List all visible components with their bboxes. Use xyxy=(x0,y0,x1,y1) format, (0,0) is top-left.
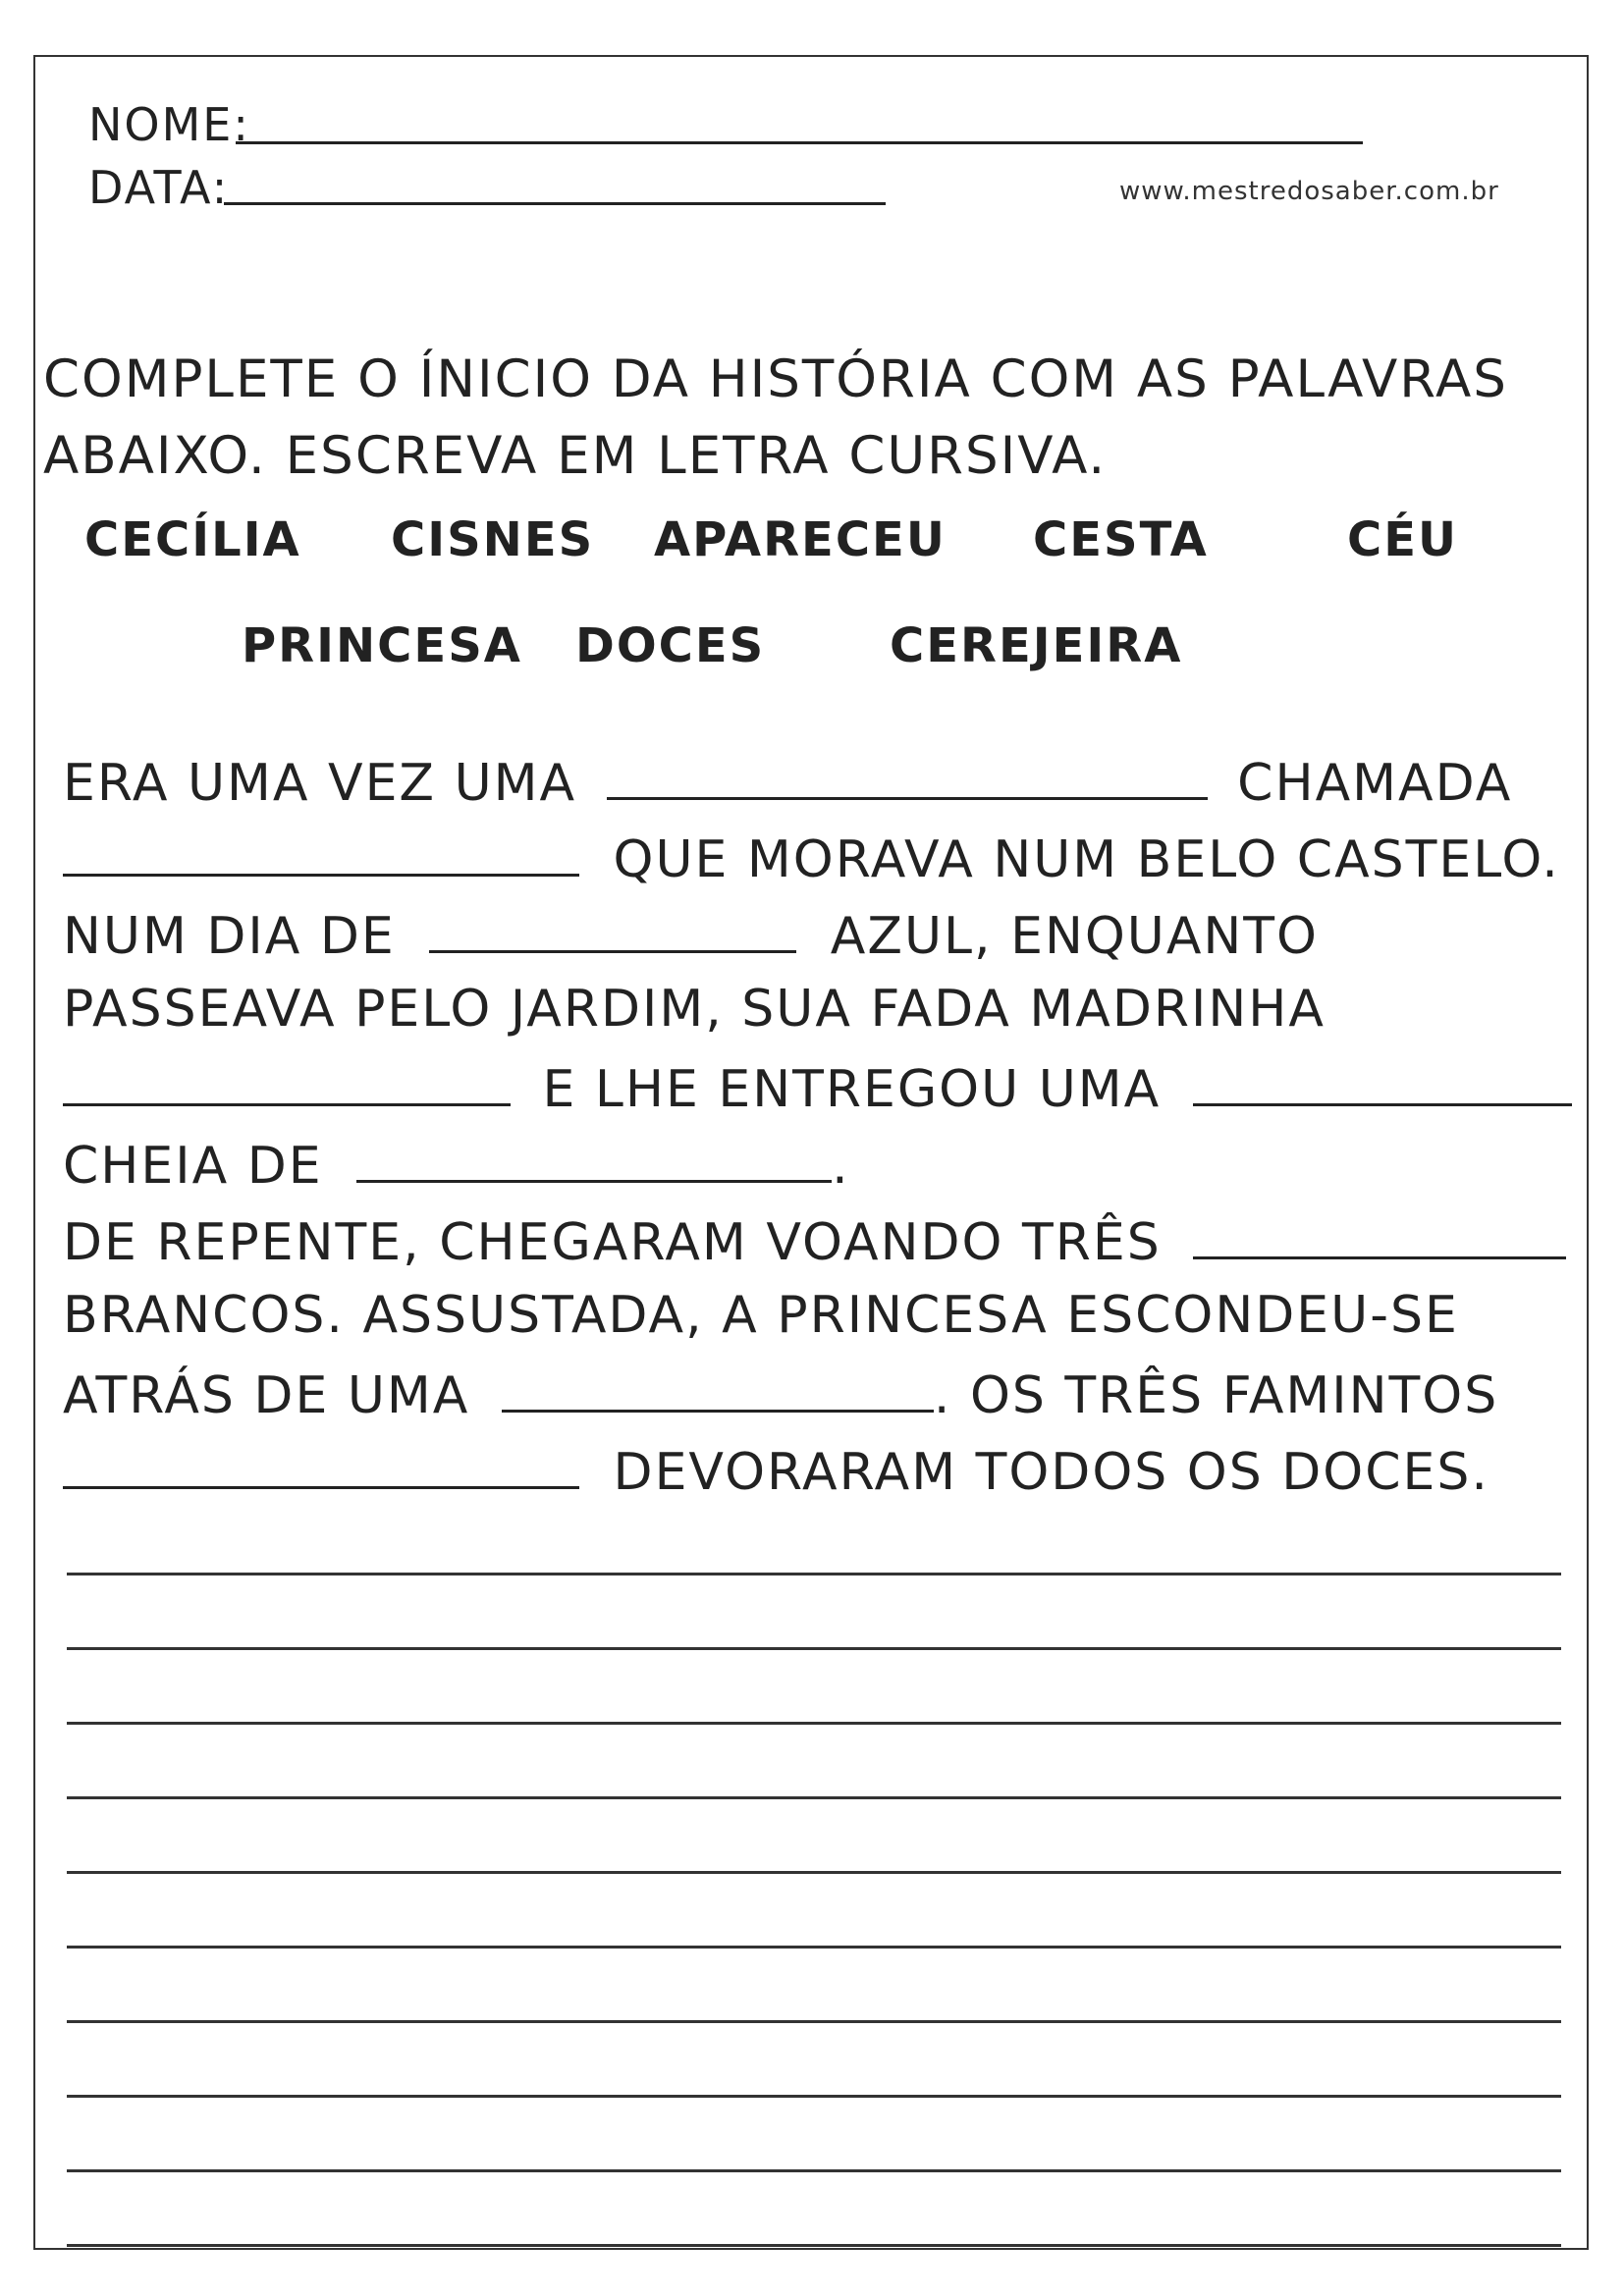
writing-line[interactable] xyxy=(67,1573,1561,1575)
answer-blank[interactable] xyxy=(356,1137,832,1183)
story-text: CHEIA DE xyxy=(63,1137,323,1196)
story-text: . xyxy=(832,1137,850,1196)
name-field[interactable] xyxy=(236,141,1363,144)
word-bank-item: PRINCESA xyxy=(242,618,522,673)
word-bank-item: CEREJEIRA xyxy=(890,618,1183,673)
story-text: DEVORARAM TODOS OS DOCES. xyxy=(613,1443,1489,1502)
answer-blank[interactable] xyxy=(63,1060,511,1106)
writing-line[interactable] xyxy=(67,2169,1561,2172)
answer-blank[interactable] xyxy=(1193,1213,1566,1259)
story-text: E LHE ENTREGOU UMA xyxy=(542,1060,1162,1119)
answer-blank[interactable] xyxy=(607,754,1208,800)
story-line-1 xyxy=(63,754,1513,813)
story-line-8 xyxy=(63,1286,1459,1345)
writing-line[interactable] xyxy=(67,1946,1561,1949)
word-bank-item: CÉU xyxy=(1347,512,1458,567)
story-line-5 xyxy=(63,1060,1572,1119)
writing-line[interactable] xyxy=(67,2244,1561,2247)
story-line-7 xyxy=(63,1213,1566,1272)
story-line-3 xyxy=(63,907,1319,966)
story-text: BRANCOS. ASSUSTADA, A PRINCESA ESCONDEU-SE xyxy=(63,1286,1459,1345)
story-line-6 xyxy=(63,1137,850,1196)
story-text: QUE MORAVA NUM BELO CASTELO. xyxy=(613,830,1560,889)
answer-blank[interactable] xyxy=(502,1366,934,1413)
story-line-2 xyxy=(63,830,1560,889)
story-line-4 xyxy=(63,980,1326,1039)
writing-line[interactable] xyxy=(67,1647,1561,1650)
answer-blank[interactable] xyxy=(1193,1060,1572,1106)
story-line-9 xyxy=(63,1366,1499,1425)
answer-blank[interactable] xyxy=(429,907,796,953)
name-label: NOME: xyxy=(88,98,250,151)
word-bank-item: CECÍLIA xyxy=(84,512,301,567)
story-text: NUM DIA DE xyxy=(63,907,396,966)
date-field[interactable] xyxy=(224,202,886,205)
story-line-10 xyxy=(63,1443,1489,1502)
word-bank-item: APARECEU xyxy=(654,512,947,567)
answer-blank[interactable] xyxy=(63,1443,579,1489)
word-bank-item: CESTA xyxy=(1033,512,1209,567)
writing-line[interactable] xyxy=(67,1871,1561,1874)
story-text: CHAMADA xyxy=(1237,754,1513,813)
instruction-line-2: ABAIXO. ESCREVA EM LETRA CURSIVA. xyxy=(43,426,1108,486)
story-text: DE REPENTE, CHEGARAM VOANDO TRÊS xyxy=(63,1213,1162,1272)
date-label: DATA: xyxy=(88,161,230,214)
writing-line[interactable] xyxy=(67,2020,1561,2023)
writing-line[interactable] xyxy=(67,2095,1561,2098)
word-bank-item: CISNES xyxy=(391,512,595,567)
word-bank-item: DOCES xyxy=(575,618,766,673)
story-text: . OS TRÊS FAMINTOS xyxy=(933,1366,1499,1425)
answer-blank[interactable] xyxy=(63,830,579,877)
instruction-line-1: COMPLETE O ÍNICIO DA HISTÓRIA COM AS PALAVRAS xyxy=(43,349,1508,409)
writing-line[interactable] xyxy=(67,1722,1561,1725)
story-text: AZUL, ENQUANTO xyxy=(830,907,1319,966)
story-text: PASSEAVA PELO JARDIM, SUA FADA MADRINHA xyxy=(63,980,1326,1039)
story-text: ATRÁS DE UMA xyxy=(63,1366,470,1425)
website-url: www.mestredosaber.com.br xyxy=(1119,177,1499,206)
story-text: ERA UMA VEZ UMA xyxy=(63,754,577,813)
writing-line[interactable] xyxy=(67,1796,1561,1799)
